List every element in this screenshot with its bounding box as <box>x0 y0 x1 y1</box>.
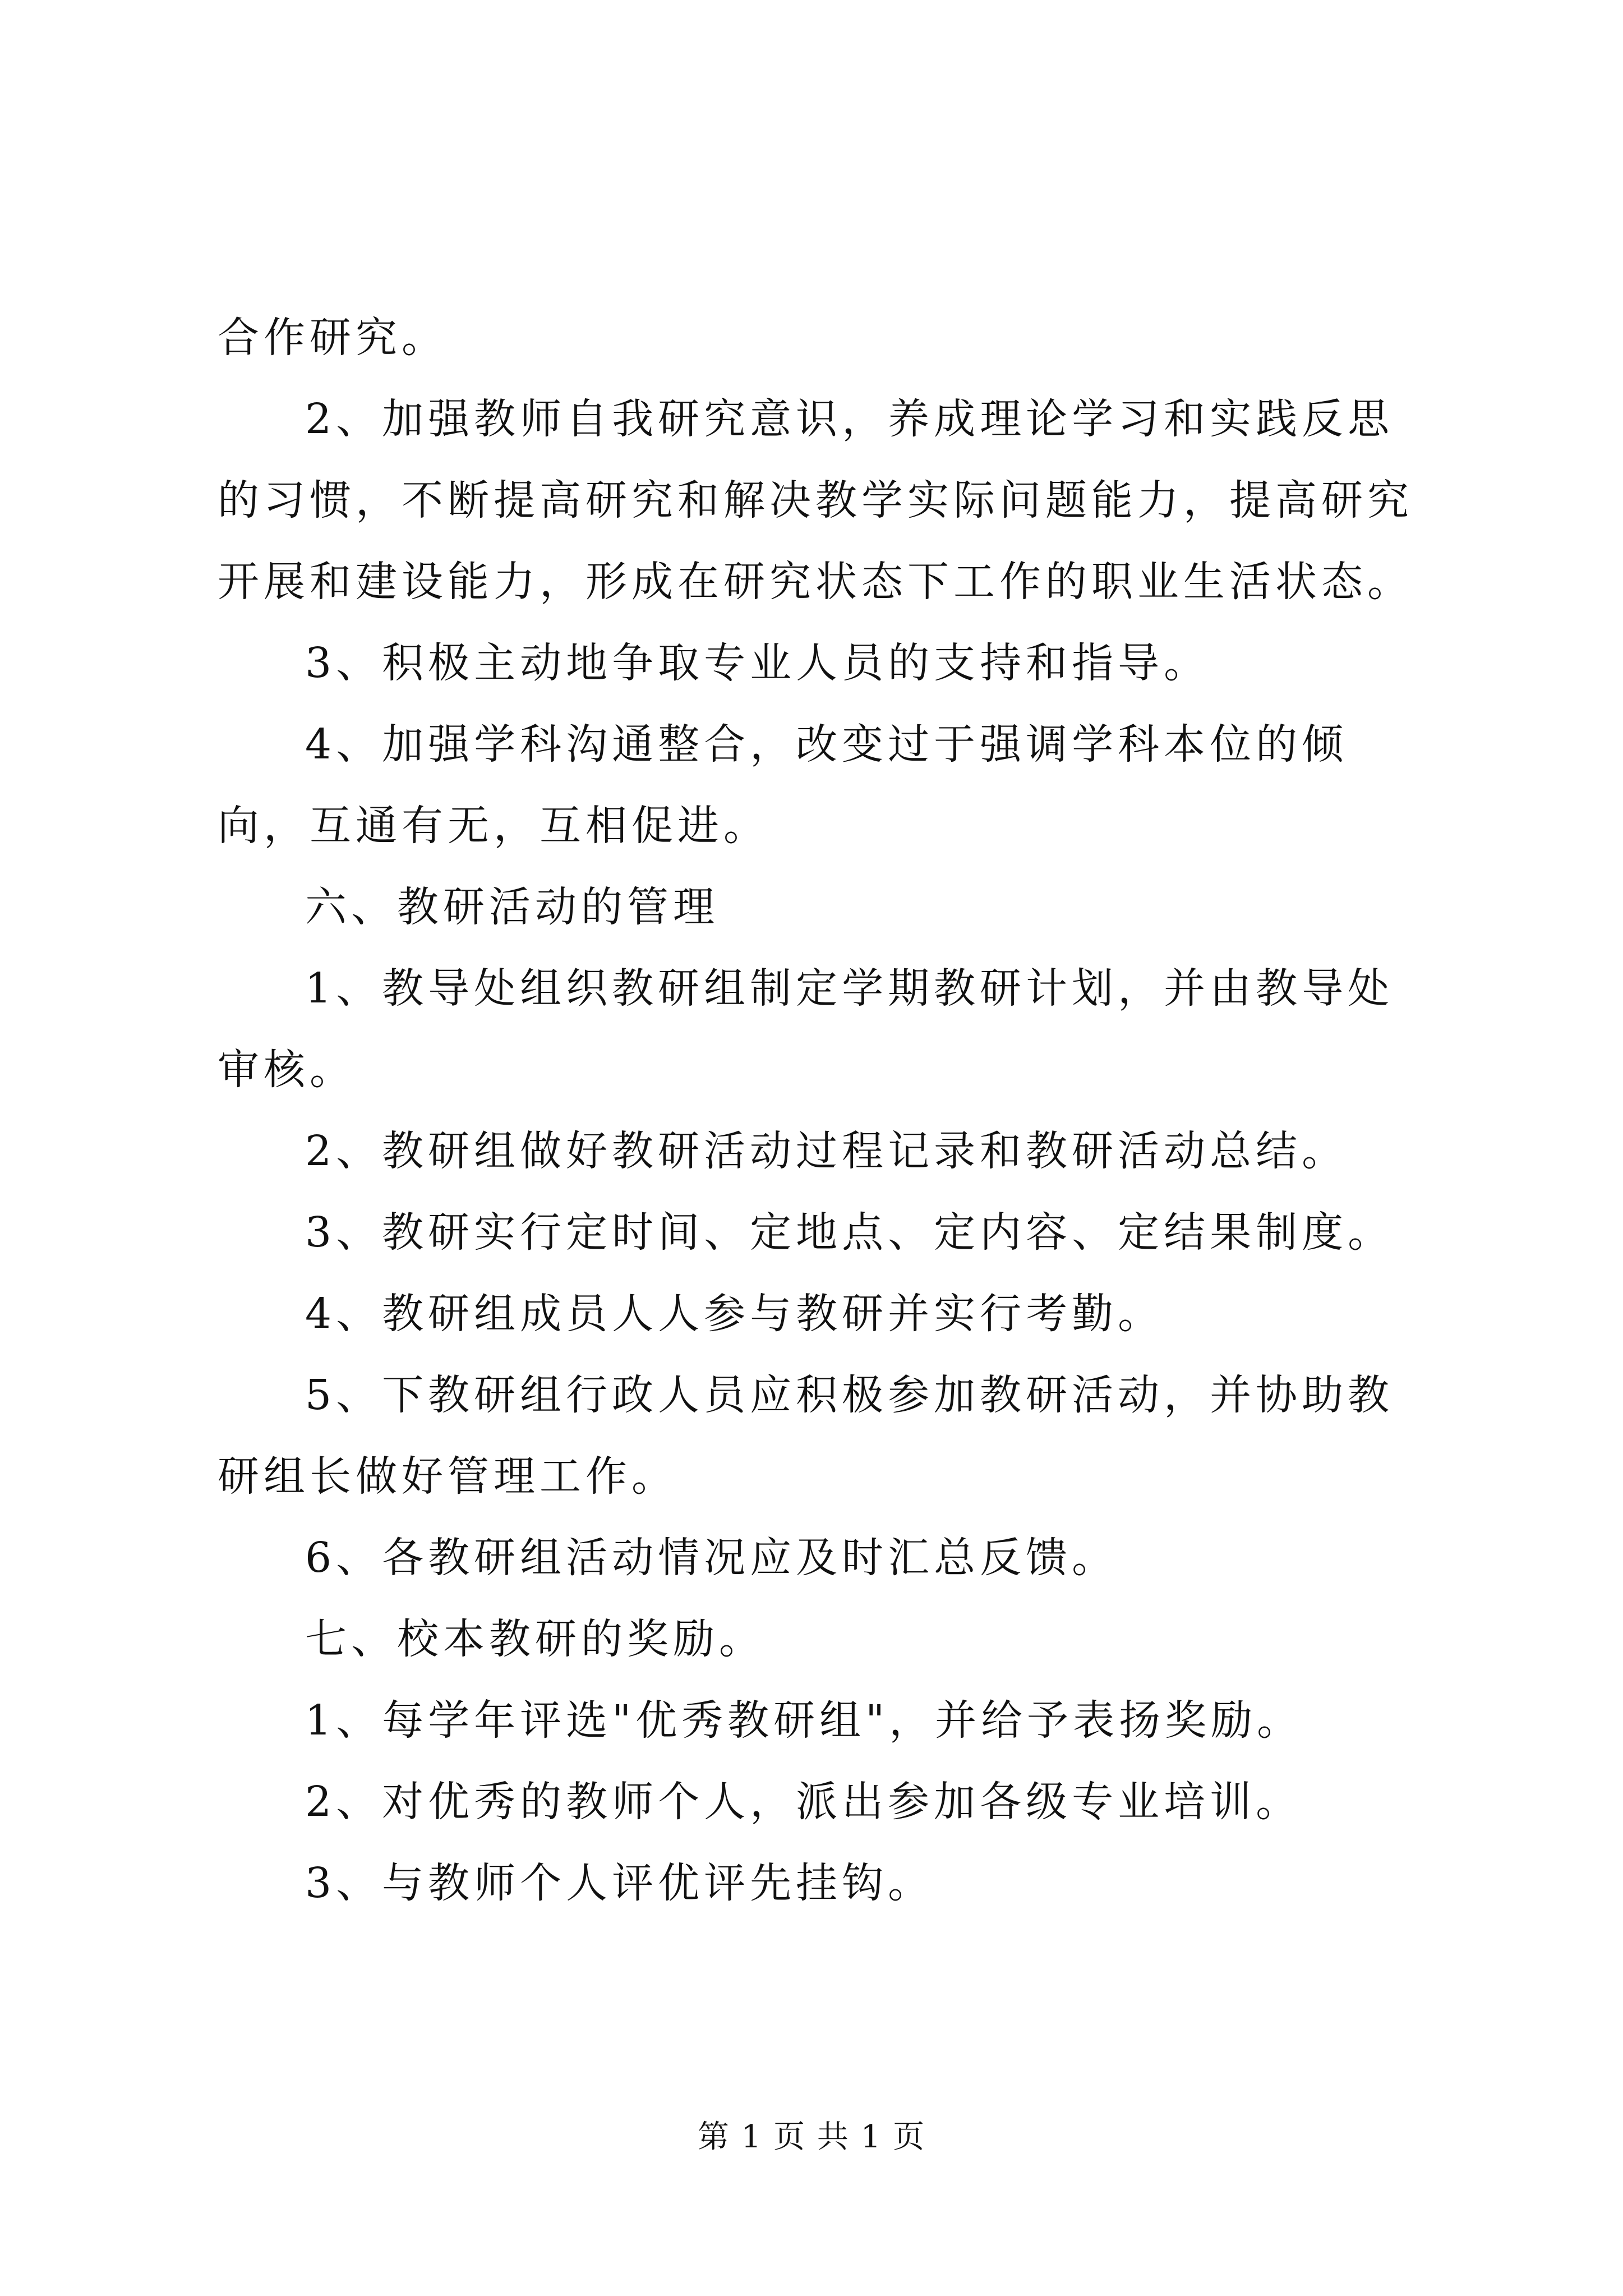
paragraph: 2、教研组做好教研活动过程记录和教研活动总结。 <box>305 1127 1348 1175</box>
paragraph: 3、积极主动地争取专业人员的支持和指导。 <box>305 639 1210 687</box>
paragraph: 6、各教研组活动情况应及时汇总反馈。 <box>305 1534 1118 1582</box>
paragraph: 1、教导处组织教研组制定学期教研计划，并由教导处审核。 <box>218 964 1394 1094</box>
paragraph: 5、下教研组行政人员应积极参加教研活动，并协助教研组长做好管理工作。 <box>218 1371 1394 1501</box>
paragraph-continuation: 合作研究。 <box>218 314 448 362</box>
page-footer: 第 1 页 共 1 页 <box>697 2119 926 2155</box>
paragraph: 3、与教师个人评优评先挂钩。 <box>305 1859 934 1907</box>
paragraph: 1、每学年评选"优秀教研组"，并给予表扬奖励。 <box>305 1696 1303 1745</box>
paragraph: 4、加强学科沟通整合，改变过于强调学科本位的倾向，互通有无，互相促进。 <box>218 720 1348 850</box>
section-heading-management: 六、教研活动的管理 <box>305 883 719 931</box>
paragraph: 2、加强教师自我研究意识，养成理论学习和实践反思的习惯，不断提高研究和解决教学实际问题能力，提高研究开展和建设能力，形成在研究状态下工作的职业生活状态。 <box>218 395 1413 606</box>
paragraph: 2、对优秀的教师个人，派出参加各级专业培训。 <box>305 1778 1302 1826</box>
section-heading-rewards: 七、校本教研的奖励。 <box>305 1615 765 1663</box>
paragraph: 3、教研实行定时间、定地点、定内容、定结果制度。 <box>305 1208 1394 1257</box>
document-body <box>218 297 1418 1924</box>
paragraph: 4、教研组成员人人参与教研并实行考勤。 <box>305 1290 1164 1338</box>
